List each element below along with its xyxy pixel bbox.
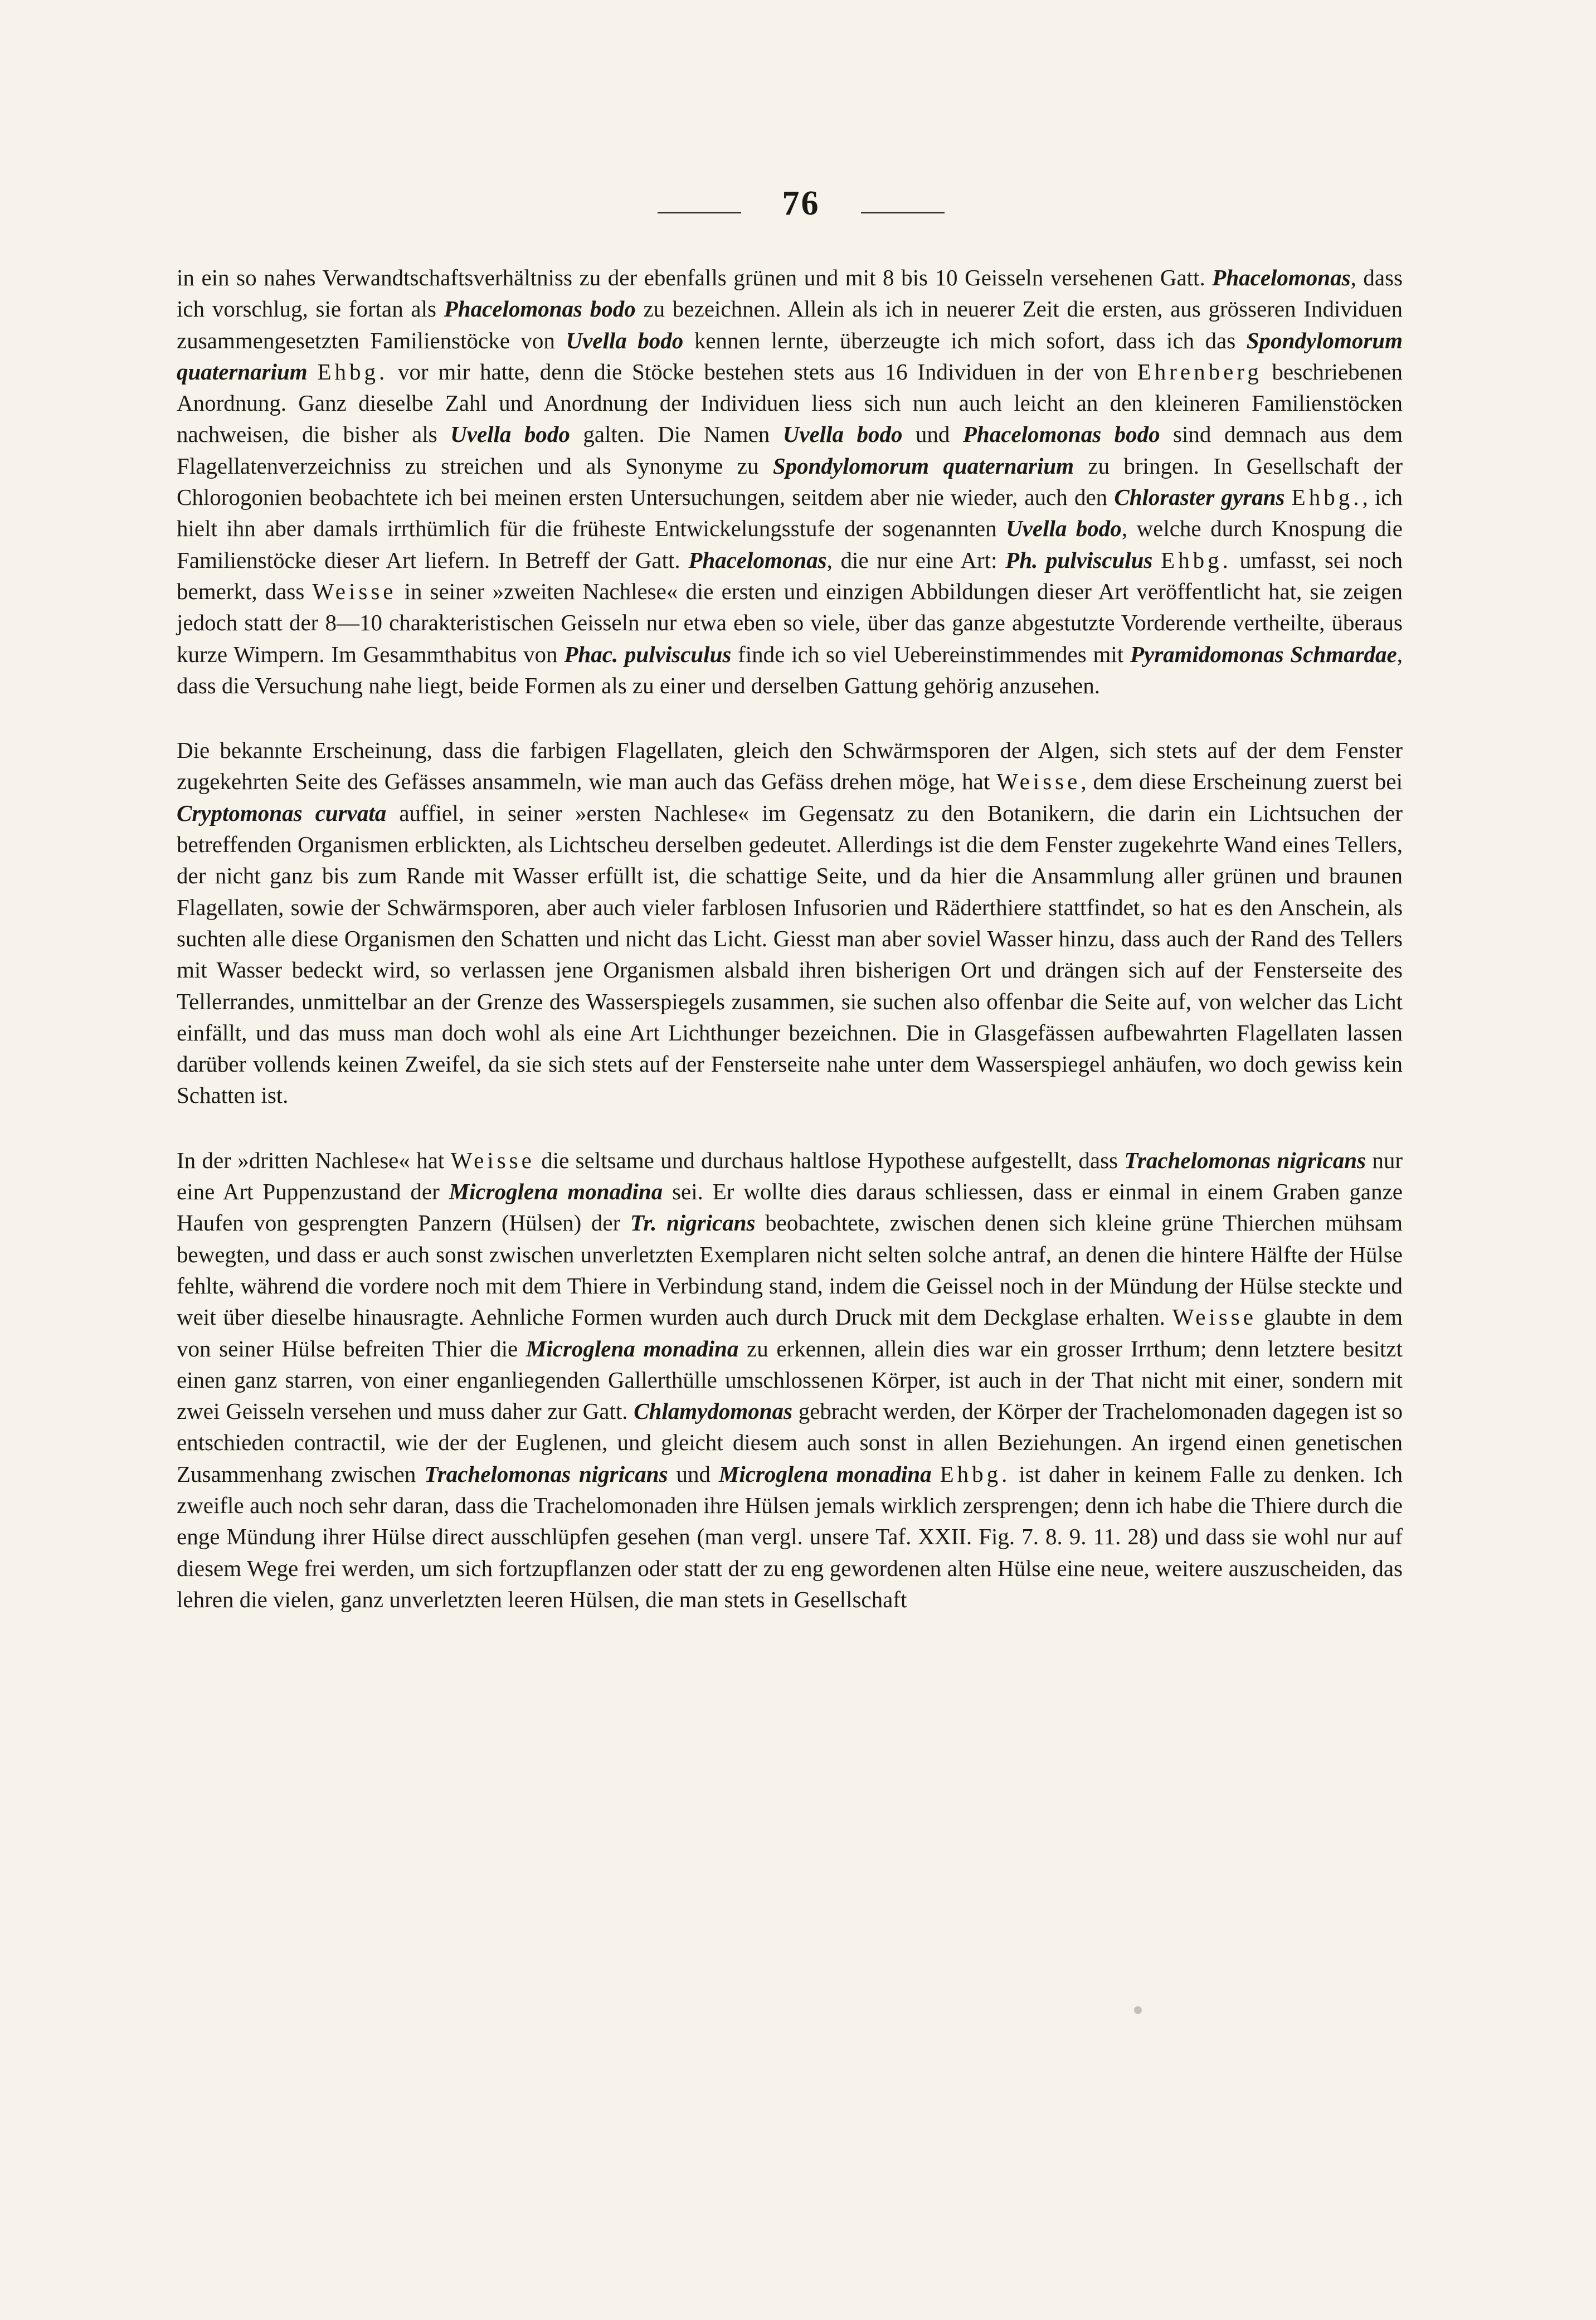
italic-term: Spondylomorum quaternarium <box>772 453 1074 479</box>
italic-term: Chloraster gyrans <box>1114 484 1285 510</box>
text-run: beobachtete, zwischen denen sich kleine grüne Thierchen mühsam bewegten, und dass er auch sonst zwischen unverletzten Exemplaren nicht selten solche antraf, an denen die hintere Hälfte der Hülse fehlte, während die vordere noch mit dem Thiere in Verbindung stand, indem die Geissel noch in der Mündung der Hülse steckte und weit über dieselbe hinausragte. Aehnliche Formen wurden auch durch Druck mit dem Deckglase erhalten. <box>177 1210 1403 1330</box>
italic-term: Phacelomonas <box>688 547 827 573</box>
text-run: nur eine Art Puppenzustand der <box>177 1147 1403 1205</box>
text-run: glaubte in dem von seiner Hülse befreiten Thier die <box>177 1304 1403 1361</box>
text-run: Die bekannte Erscheinung, dass die farbigen Flagellaten, gleich den Schwärmsporen der Algen, sich stets auf der dem Fenster zugekehrten Seite des Gefässes ansammeln, wie man auch das Gefäss drehen möge, hat <box>177 737 1403 795</box>
text-run: In der »dritten Nachlese« hat <box>177 1147 451 1173</box>
paragraph <box>177 735 1403 1111</box>
italic-term: Uvella bodo <box>1006 515 1122 542</box>
italic-term: Phacelomonas <box>1212 265 1351 290</box>
italic-term: Microglena monadina <box>525 1335 739 1361</box>
italic-term: Uvella bodo <box>566 327 684 353</box>
body-text <box>177 262 1403 1615</box>
spaced-name: Weisse <box>450 1147 535 1173</box>
text-run: auffiel, in seiner »ersten Nachlese« im Gegensatz zu den Botanikern, die darin ein Lichtsuchen der betreffenden Organismen erblickten, als Lichtscheu derselben gedeutet. Allerdings ist die dem Fenster zugekehrte Wand eines Tellers, der nicht ganz bis zum Rande mit Wasser erfüllt ist, die schattige Seite, und da hier die Ansammlung aller grünen und braunen Flagellaten, sowie der Schwärmsporen, aber auch vieler farblosen Infusorien und Räderthiere stattfindet, so hat es den Anschein, als suchten alle diese Organismen den Schatten und nicht das Licht. Giesst man aber soviel Wasser hinzu, dass auch der Rand des Tellers mit Wasser bedeckt wird, so verlassen jene Organismen alsbald ihren bisherigen Ort und drängen sich auf der Fensterseite des Tellerrandes, unmittelbar an der Grenze des Wasserspiegels zusammen, sie suchen also offenbar die Seite auf, von welcher das Licht einfällt, und das muss man doch wohl als eine Art Lichthunger bezeichnen. Die in Glasgefässen aufbewahrten Flagellaten lassen darüber vollends keinen Zweifel, da sie sich stets auf der Fensterseite nahe unter dem Wasserspiegel anhäufen, wo doch gewiss kein Schatten ist. <box>177 800 1403 1108</box>
page-number: 76 <box>782 184 820 222</box>
text-run: finde ich so viel Uebereinstimmendes mit <box>731 641 1130 667</box>
italic-term: Trachelomonas nigricans <box>424 1461 668 1487</box>
spaced-name: Ehbg. <box>1161 547 1232 573</box>
italic-term: Chlamydomonas <box>634 1398 792 1424</box>
italic-term: Pyramidomonas Schmardae <box>1130 641 1397 667</box>
text-run: in seiner »zweiten Nachlese« die ersten und einzigen Abbildungen dieser Art veröffentlicht hat, sie zeigen jedoch statt der 8—10 charakteristischen Geisseln nur etwa eben so viele, über das ganze abgestutzte Vorderende vertheilte, überaus kurze Wimpern. Im Gesammthabitus von <box>177 578 1403 667</box>
text-run: umfasst, sei noch bemerkt, dass <box>177 547 1403 604</box>
text-run <box>1284 484 1291 510</box>
text-run: vor mir hatte, denn die Stöcke bestehen stets aus 16 Individuen in der von <box>388 358 1137 385</box>
text-run: sei. Er wollte dies daraus schliessen, dass er einmal in einem Graben ganze Haufen von gesprengten Panzern (Hülsen) der <box>177 1179 1403 1236</box>
text-run: , welche durch Knospung die Familienstöcke dieser Art liefern. In Betreff der Gatt. <box>177 515 1403 573</box>
italic-term: Phac. pulvisculus <box>564 641 732 667</box>
text-run <box>308 359 318 385</box>
text-run: die seltsame und durchaus haltlose Hypothese aufgestellt, dass <box>534 1147 1125 1173</box>
italic-term: Cryptomonas curvata <box>177 800 387 826</box>
text-run: , die nur eine Art: <box>826 547 1006 573</box>
text-run <box>932 1461 940 1487</box>
spaced-name: Weisse <box>312 578 397 604</box>
text-run: und <box>902 421 963 448</box>
text-run: , dem diese Erscheinung zuerst bei <box>1081 769 1403 795</box>
text-run: zu bezeichnen. Allein als ich in neuerer Zeit die ersten, aus grösseren Individuen zusammengesetzten Familienstöcke von <box>177 296 1403 353</box>
italic-term: Spondylomorum quaternarium <box>177 327 1403 385</box>
paper-speck <box>1134 2006 1142 2014</box>
text-run <box>1152 547 1161 573</box>
page-header <box>0 184 1596 234</box>
spaced-name: Ehbg. <box>317 358 388 385</box>
spaced-name: Weisse <box>996 769 1081 795</box>
text-run: zu erkennen, allein dies war ein grosser Irrthum; denn letztere besitzt einen ganz starren, von einer enganliegenden Gallerthülle umschlossenen Körper, ist auch in der That nicht mit einer, sondern mit zwei Geisseln versehen und muss daher zur Gatt. <box>177 1335 1403 1424</box>
italic-term: Uvella bodo <box>782 421 903 448</box>
spaced-name: Weisse <box>1172 1304 1257 1330</box>
italic-term: Uvella bodo <box>450 421 570 448</box>
text-run: zu bringen. In Gesellschaft der Chlorogonien beobachtete ich bei meinen ersten Untersuchungen, seitdem aber nie wieder, auch den <box>177 453 1403 510</box>
text-run: ist daher in keinem Falle zu denken. Ich zweifle auch noch sehr daran, dass die Trachelomonaden ihre Hülsen jemals wirklich zersprengen; denn ich habe die Thiere durch die enge Mündung ihrer Hülse direct ausschlüpfen gesehen (man vergl. unsere Taf. XXII. Fig. 7. 8. 9. 11. 28) und dass sie wohl nur auf diesem Wege frei werden, um sich fortzupflanzen oder statt der zu eng gewordenen alten Hülse eine neue, weitere auszuscheiden, das lehren die vielen, ganz unverletzten leeren Hülsen, die man stets in Gesellschaft <box>177 1461 1403 1612</box>
italic-term: Microglena monadina <box>718 1461 932 1487</box>
text-run: , ich hielt ihn aber damals irrthümlich für die früheste Entwickelungsstufe der sogenannten <box>177 484 1403 542</box>
italic-term: Phacelomonas bodo <box>962 421 1160 448</box>
text-run: galten. Die Namen <box>570 421 783 448</box>
spaced-name: Ehbg. <box>940 1461 1011 1487</box>
text-run: und <box>668 1461 719 1487</box>
text-run: gebracht werden, der Körper der Trachelomonaden dagegen ist so entschieden contractil, wie der der Euglenen, und gleicht diesem auch sonst in allen Beziehungen. An irgend einen genetischen Zusammenhang zwischen <box>177 1398 1403 1487</box>
text-run: sind demnach aus dem Flagellatenverzeichniss zu streichen und als Synonyme zu <box>177 421 1403 479</box>
italic-term: Trachelomonas nigricans <box>1124 1147 1366 1173</box>
spaced-name: Ehbg. <box>1291 484 1363 510</box>
italic-term: Phacelomonas bodo <box>444 296 636 322</box>
text-run: beschriebenen Anordnung. Ganz dieselbe Zahl und Anordnung der Individuen liess sich nun auch leicht an den kleineren Familienstöcken nachweisen, die bisher als <box>177 358 1403 448</box>
text-run: in ein so nahes Verwandtschaftsverhältniss zu der ebenfalls grünen und mit 8 bis 10 Geisseln versehenen Gatt. <box>177 265 1213 290</box>
text-run: kennen lernte, überzeugte ich mich sofort, dass ich das <box>683 327 1247 353</box>
paragraph <box>177 262 1403 701</box>
header-rule-right <box>861 212 945 213</box>
paragraph <box>177 1145 1403 1615</box>
header-rule-left <box>658 212 741 213</box>
italic-term: Microglena monadina <box>449 1179 663 1205</box>
italic-term: Ph. pulvisculus <box>1005 547 1153 573</box>
text-run: , dass die Versuchung nahe liegt, beide Formen als zu einer und derselben Gattung gehörig anzusehen. <box>177 641 1403 698</box>
text-run: , dass ich vorschlug, sie fortan als <box>177 265 1403 322</box>
spaced-name: Ehrenberg <box>1137 358 1262 385</box>
italic-term: Tr. nigricans <box>630 1210 756 1236</box>
